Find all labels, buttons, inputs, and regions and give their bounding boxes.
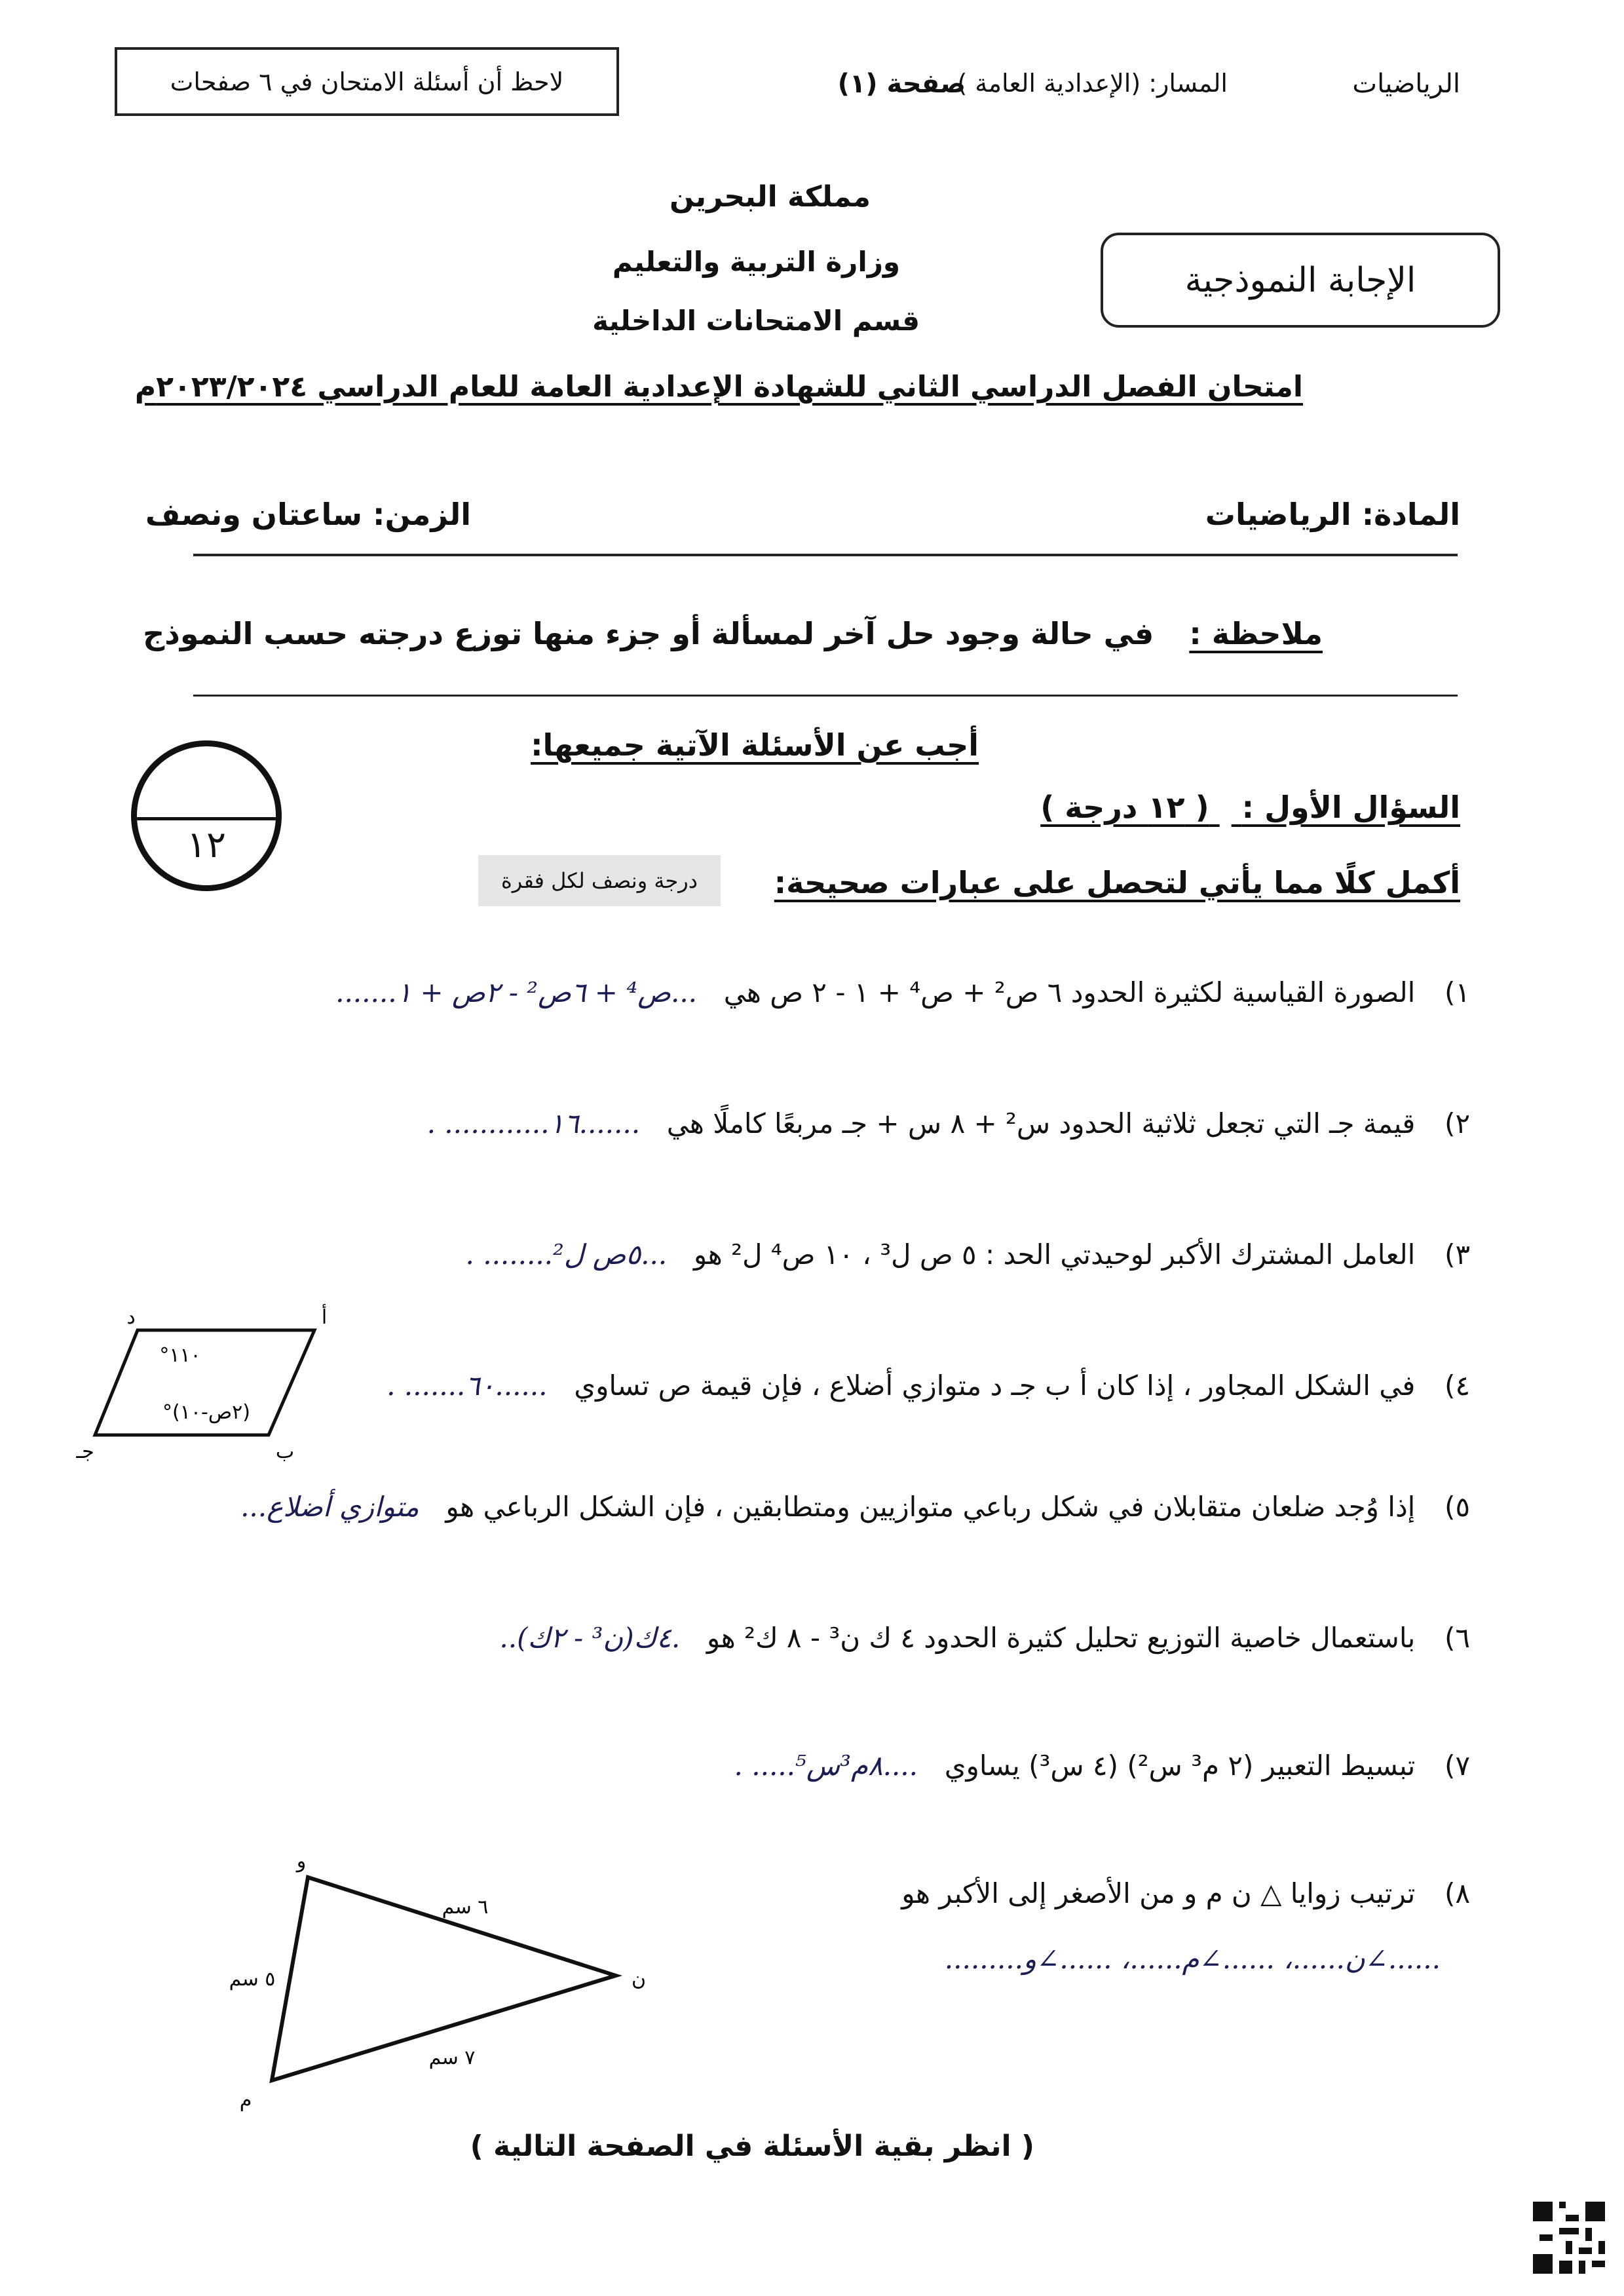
question1-title-line <box>1040 790 1460 825</box>
note-line <box>143 616 1323 651</box>
side-mn-label: ٧ سم <box>428 2046 476 2069</box>
item-4-num: ٤) <box>1445 1369 1470 1402</box>
vertex-d-label: د <box>126 1306 136 1329</box>
item-5 <box>240 1491 1470 1523</box>
header-subject: الرياضيات <box>1352 69 1460 99</box>
grading-tag-text: درجة ونصف لكل فقرة <box>501 868 698 893</box>
angle-top-label: ١١٠° <box>159 1344 201 1367</box>
exam-title: امتحان الفصل الدراسي الثاني للشهادة الإعدادية العامة للعام الدراسي ٢٠٢٣/٢٠٢٤م <box>134 370 1303 404</box>
model-answer-label: الإجابة النموذجية <box>1184 260 1416 300</box>
item-8-num: ٨) <box>1445 1877 1470 1909</box>
time-line: الزمن: ساعتان ونصف <box>145 497 471 532</box>
item-6-answer: .٤ك(ن³ - ٢ك).. <box>499 1622 681 1654</box>
rule-1 <box>193 554 1458 556</box>
item-4 <box>387 1369 1470 1402</box>
score-circle-divider <box>137 817 276 820</box>
item-1-num: ١) <box>1445 976 1470 1008</box>
grading-tag <box>478 855 721 906</box>
footer-note: ( انظر بقية الأسئلة في الصفحة التالية ) <box>470 2130 1034 2163</box>
score-value: ١٢ <box>186 824 227 866</box>
item-6-text: باستعمال خاصية التوزيع تحليل كثيرة الحدود ٤ ك ن³ - ٨ ك² هو <box>706 1622 1416 1654</box>
question1-prompt: أكمل كلًا مما يأتي لتحصل على عبارات صحيحة: <box>774 865 1460 900</box>
kingdom: مملكة البحرين <box>669 180 871 214</box>
item-4-text: في الشكل المجاور ، إذا كان أ ب جـ د متوازي أضلاع ، فإن قيمة ص تساوي <box>574 1369 1416 1402</box>
item-6 <box>499 1622 1470 1654</box>
item-5-num: ٥) <box>1445 1491 1470 1523</box>
score-circle <box>131 740 282 891</box>
item-8-answer: ......∠ن......، ......∠م......، ......∠و......... <box>944 1943 1441 1975</box>
header-note-box <box>115 47 619 116</box>
angle-bottom-label: (٢ص-١٠)° <box>162 1401 250 1424</box>
item-2-answer: .......١٦............ . <box>426 1107 641 1139</box>
item-3-text: العامل المشترك الأكبر لوحيدتي الحد : ٥ ص ل³ ، ١٠ ص⁴ ل² هو <box>693 1238 1416 1271</box>
model-answer-box <box>1101 233 1500 328</box>
item-4-answer: ......٦٠....... . <box>387 1369 548 1402</box>
side-wn-label: ٦ سم <box>442 1896 489 1919</box>
question1-marks: ( ١٢ درجة ) <box>1040 790 1209 825</box>
side-wm-label: ٥ سم <box>229 1968 276 1991</box>
item-3-num: ٣) <box>1445 1238 1470 1271</box>
item-3-answer: ...٥ص ل²........ . <box>465 1238 668 1271</box>
header-page: صفحة (١) <box>837 69 966 99</box>
item-8-text: ترتيب زوايا △ ن م و من الأصغر إلى الأكبر هو <box>901 1877 1416 1909</box>
item-1 <box>335 976 1470 1008</box>
vertex-b-label: ب <box>275 1440 295 1461</box>
header-note-text: لاحظ أن أسئلة الامتحان في ٦ صفحات <box>170 67 564 96</box>
note-label: ملاحظة : <box>1189 616 1323 651</box>
item-7-num: ٧) <box>1445 1750 1470 1782</box>
triangle-figure <box>210 1848 681 2123</box>
ministry: وزارة التربية والتعليم <box>612 246 900 278</box>
vertex-j-label: جـ <box>76 1440 94 1461</box>
parallelogram-figure <box>59 1304 347 1461</box>
item-7 <box>734 1750 1470 1782</box>
vertex-a-label: أ <box>321 1306 328 1329</box>
item-5-text: إذا وُجد ضلعان متقابلان في شكل رباعي متوازيين ومتطابقين ، فإن الشكل الرباعي هو <box>445 1491 1416 1523</box>
vertex-m-label: م <box>239 2089 252 2112</box>
item-8 <box>901 1877 1470 1909</box>
item-2-num: ٢) <box>1445 1107 1470 1139</box>
header-track: المسار: (الإعدادية العامة ) <box>957 69 1228 98</box>
item-7-answer: ....٨م³س⁵..... . <box>734 1750 918 1782</box>
item-6-num: ٦) <box>1445 1622 1470 1654</box>
item-7-text: تبسيط التعبير (٢ م³ س²) (٤ س³) يساوي <box>944 1750 1416 1782</box>
item-5-answer: متوازي أضلاع... <box>240 1491 419 1523</box>
qr-code-icon <box>1533 2202 1605 2274</box>
item-1-answer: ...ص⁴ + ٦ص² - ٢ص + ١....... <box>335 976 698 1008</box>
note-text: في حالة وجود حل آخر لمسألة أو جزء منها توزع درجته حسب النموذج <box>143 616 1154 651</box>
department: قسم الامتحانات الداخلية <box>592 305 920 337</box>
item-2-text: قيمة جـ التي تجعل ثلاثية الحدود س² + ٨ س + جـ مربعًا كاملًا هي <box>666 1107 1416 1139</box>
rule-2 <box>193 695 1458 697</box>
item-1-text: الصورة القياسية لكثيرة الحدود ٦ ص² + ص⁴ + ١ - ٢ ص هي <box>723 976 1416 1008</box>
instructions: أجب عن الأسئلة الآتية جميعها: <box>531 727 979 763</box>
item-2 <box>427 1107 1470 1139</box>
subject-line: المادة: الرياضيات <box>1205 497 1460 532</box>
item-3 <box>466 1238 1470 1271</box>
question1-title: السؤال الأول : <box>1241 790 1460 825</box>
vertex-n-label: ن <box>631 1968 647 1991</box>
vertex-w-label: و <box>296 1850 307 1873</box>
